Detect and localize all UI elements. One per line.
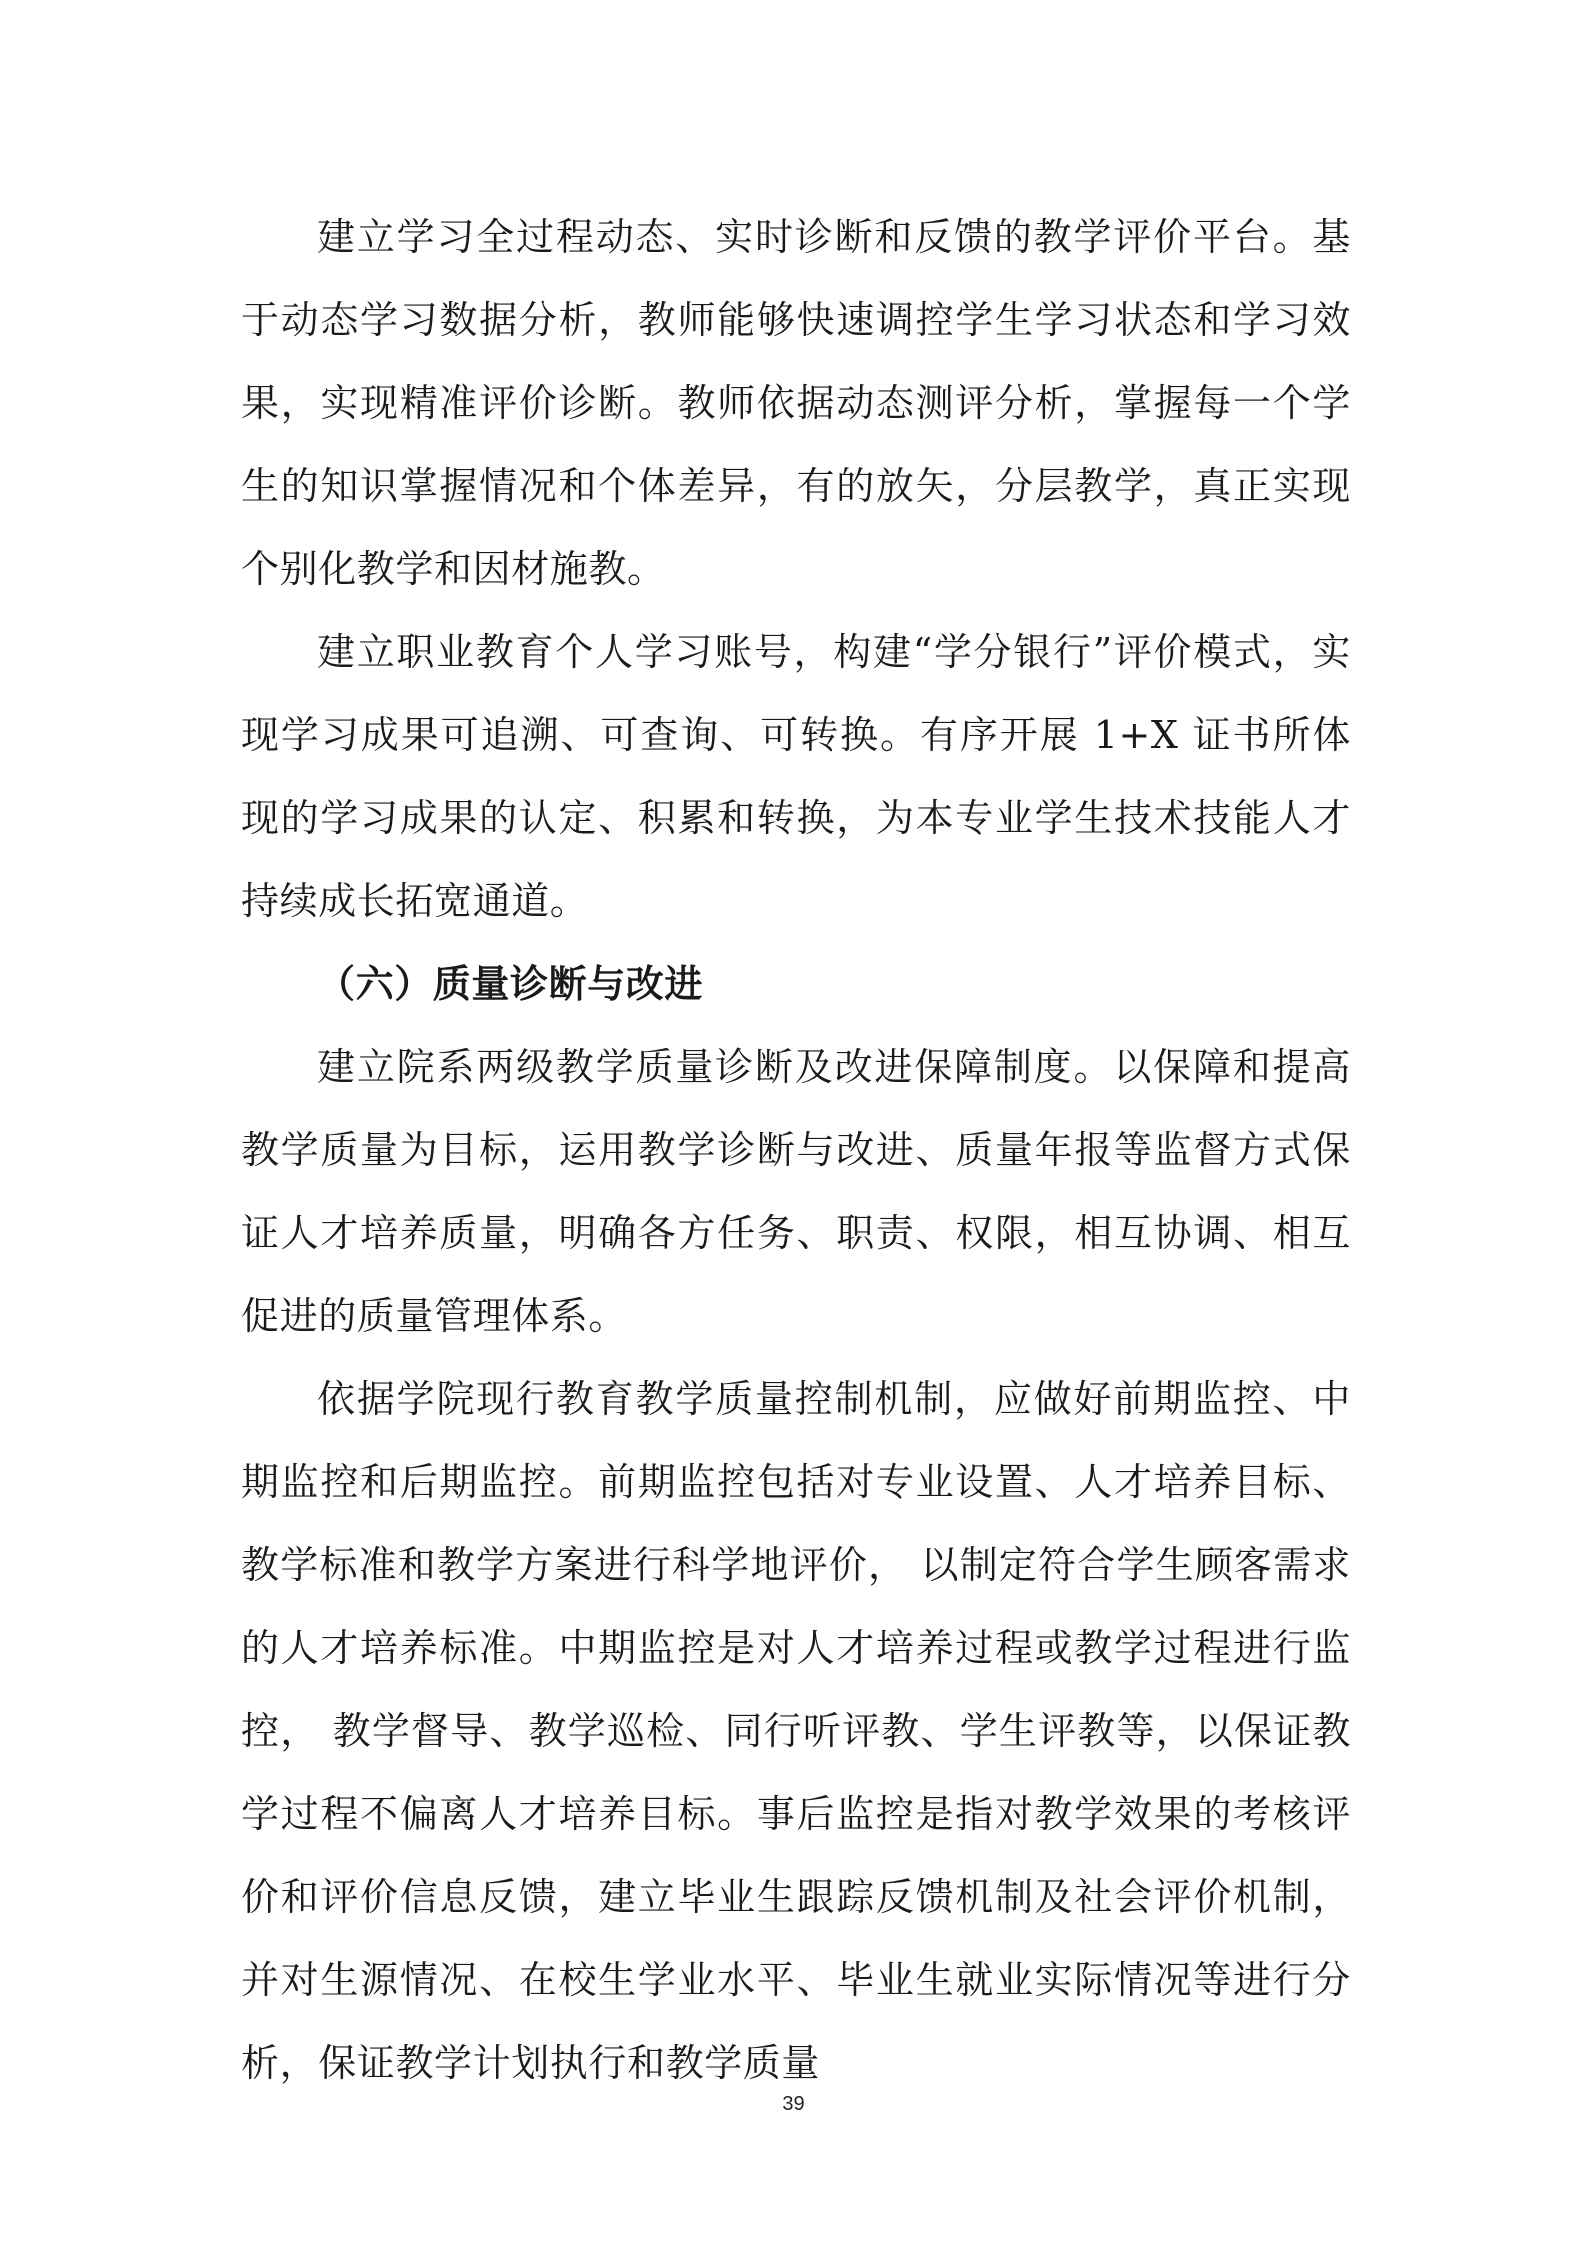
page-content	[241, 196, 1351, 2105]
paragraph-learning-account: 建立职业教育个人学习账号，构建“学分银行”评价模式，实现学习成果可追溯、可查询、可转换。有序开展 1+X 证书所体现的学习成果的认定、积累和转换，为本专业学生技术技能人才持续成长拓宽通道。	[241, 630, 1351, 923]
page-number: 39	[782, 2093, 805, 2115]
paragraph-evaluation-platform: 建立学习全过程动态、实时诊断和反馈的教学评价平台。基于动态学习数据分析，教师能够快速调控学生学习状态和学习效果，实现精准评价诊断。教师依据动态测评分析，掌握每一个学生的知识掌握情况和个体差异，有的放矢，分层教学，真正实现个别化教学和因材施教。	[241, 215, 1351, 591]
paragraph-quality-monitoring: 依据学院现行教育教学质量控制机制，应做好前期监控、中期监控和后期监控。前期监控包括对专业设置、人才培养目标、教学标准和教学方案进行科学地评价， 以制定符合学生顾客需求的人才培养标准。中期监控是对人才培养过程或教学过程进行监控， 教学督导、教学巡检、同行听评教、学生评教等，以保证教学过程不偏离人才培养目标。事后监控是指对教学效果的考核评价和评价信息反馈，建立毕业生跟踪反馈机制及社会评价机制，并对生源情况、在校生学业水平、毕业生就业实际情况等进行分析，保证教学计划执行和教学质量	[241, 1377, 1351, 2085]
section-heading-quality-diagnosis: （六）质量诊断与改进	[317, 962, 704, 1006]
paragraph-quality-system: 建立院系两级教学质量诊断及改进保障制度。以保障和提高教学质量为目标，运用教学诊断与改进、质量年报等监督方式保证人才培养质量，明确各方任务、职责、权限，相互协调、相互促进的质量管理体系。	[241, 1045, 1351, 1338]
